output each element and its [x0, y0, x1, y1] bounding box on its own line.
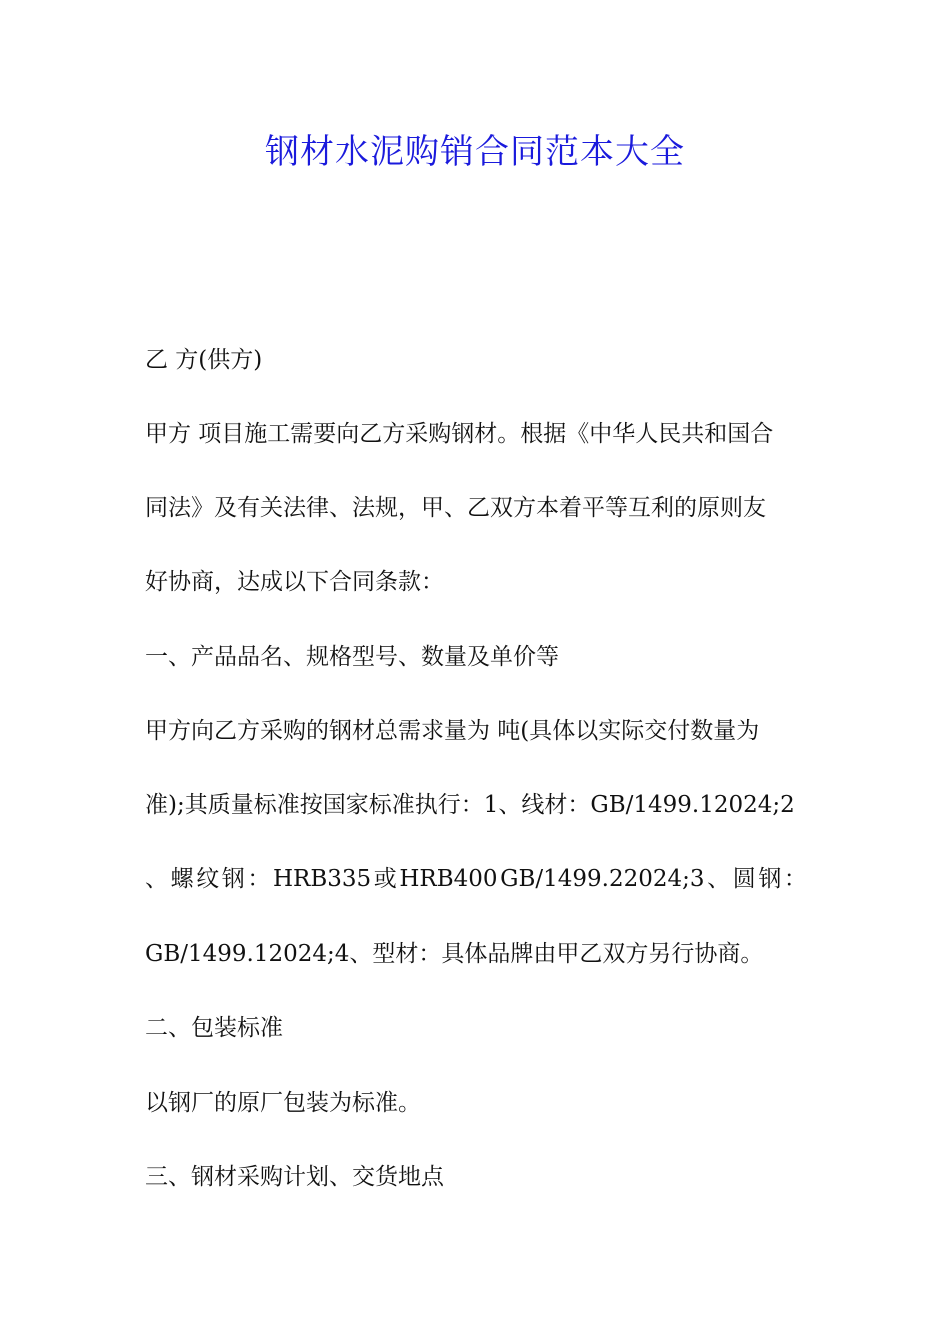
- intro-line-3: 好协商，达成以下合同条款：: [145, 569, 444, 595]
- token: 圆: [732, 866, 756, 892]
- token: HRB335: [272, 866, 372, 892]
- token: 钢: [758, 866, 782, 892]
- section2-heading: 二、包装标准: [145, 1015, 283, 1041]
- section2-text: 以钢厂的原厂包装为标准。: [145, 1090, 421, 1116]
- token: HRB400: [399, 866, 498, 892]
- token: 钢: [221, 866, 245, 892]
- token: 或: [373, 866, 397, 892]
- section3-heading: 三、钢材采购计划、交货地点: [145, 1164, 444, 1190]
- intro-line-2: 同法》及有关法律、法规，甲、乙双方本着平等互利的原则友: [145, 495, 766, 521]
- token: 螺: [170, 866, 194, 892]
- section1-line-1: 甲方向乙方采购的钢材总需求量为 吨(具体以实际交付数量为: [145, 718, 760, 744]
- party-b-line: 乙 方(供方): [145, 347, 263, 373]
- section1-line-4: GB/1499.12024;4、型材：具体品牌由甲乙双方另行协商。: [145, 941, 764, 967]
- token: ：: [783, 866, 807, 892]
- token: 、: [707, 866, 731, 892]
- token: ：: [247, 866, 271, 892]
- intro-line-1: 甲方 项目施工需要向乙方采购钢材。根据《中华人民共和国合: [145, 421, 774, 447]
- section1-line-2: 准);其质量标准按国家标准执行：1、线材：GB/1499.12024;2: [145, 792, 795, 818]
- token: GB/1499.22024;3: [500, 866, 705, 892]
- section1-heading: 一、产品品名、规格型号、数量及单价等: [145, 644, 559, 670]
- section1-line-3: [145, 842, 807, 916]
- document-title: 钢材水泥购销合同范本大全: [265, 132, 685, 172]
- token: 、: [145, 866, 168, 892]
- token: 纹: [196, 866, 220, 892]
